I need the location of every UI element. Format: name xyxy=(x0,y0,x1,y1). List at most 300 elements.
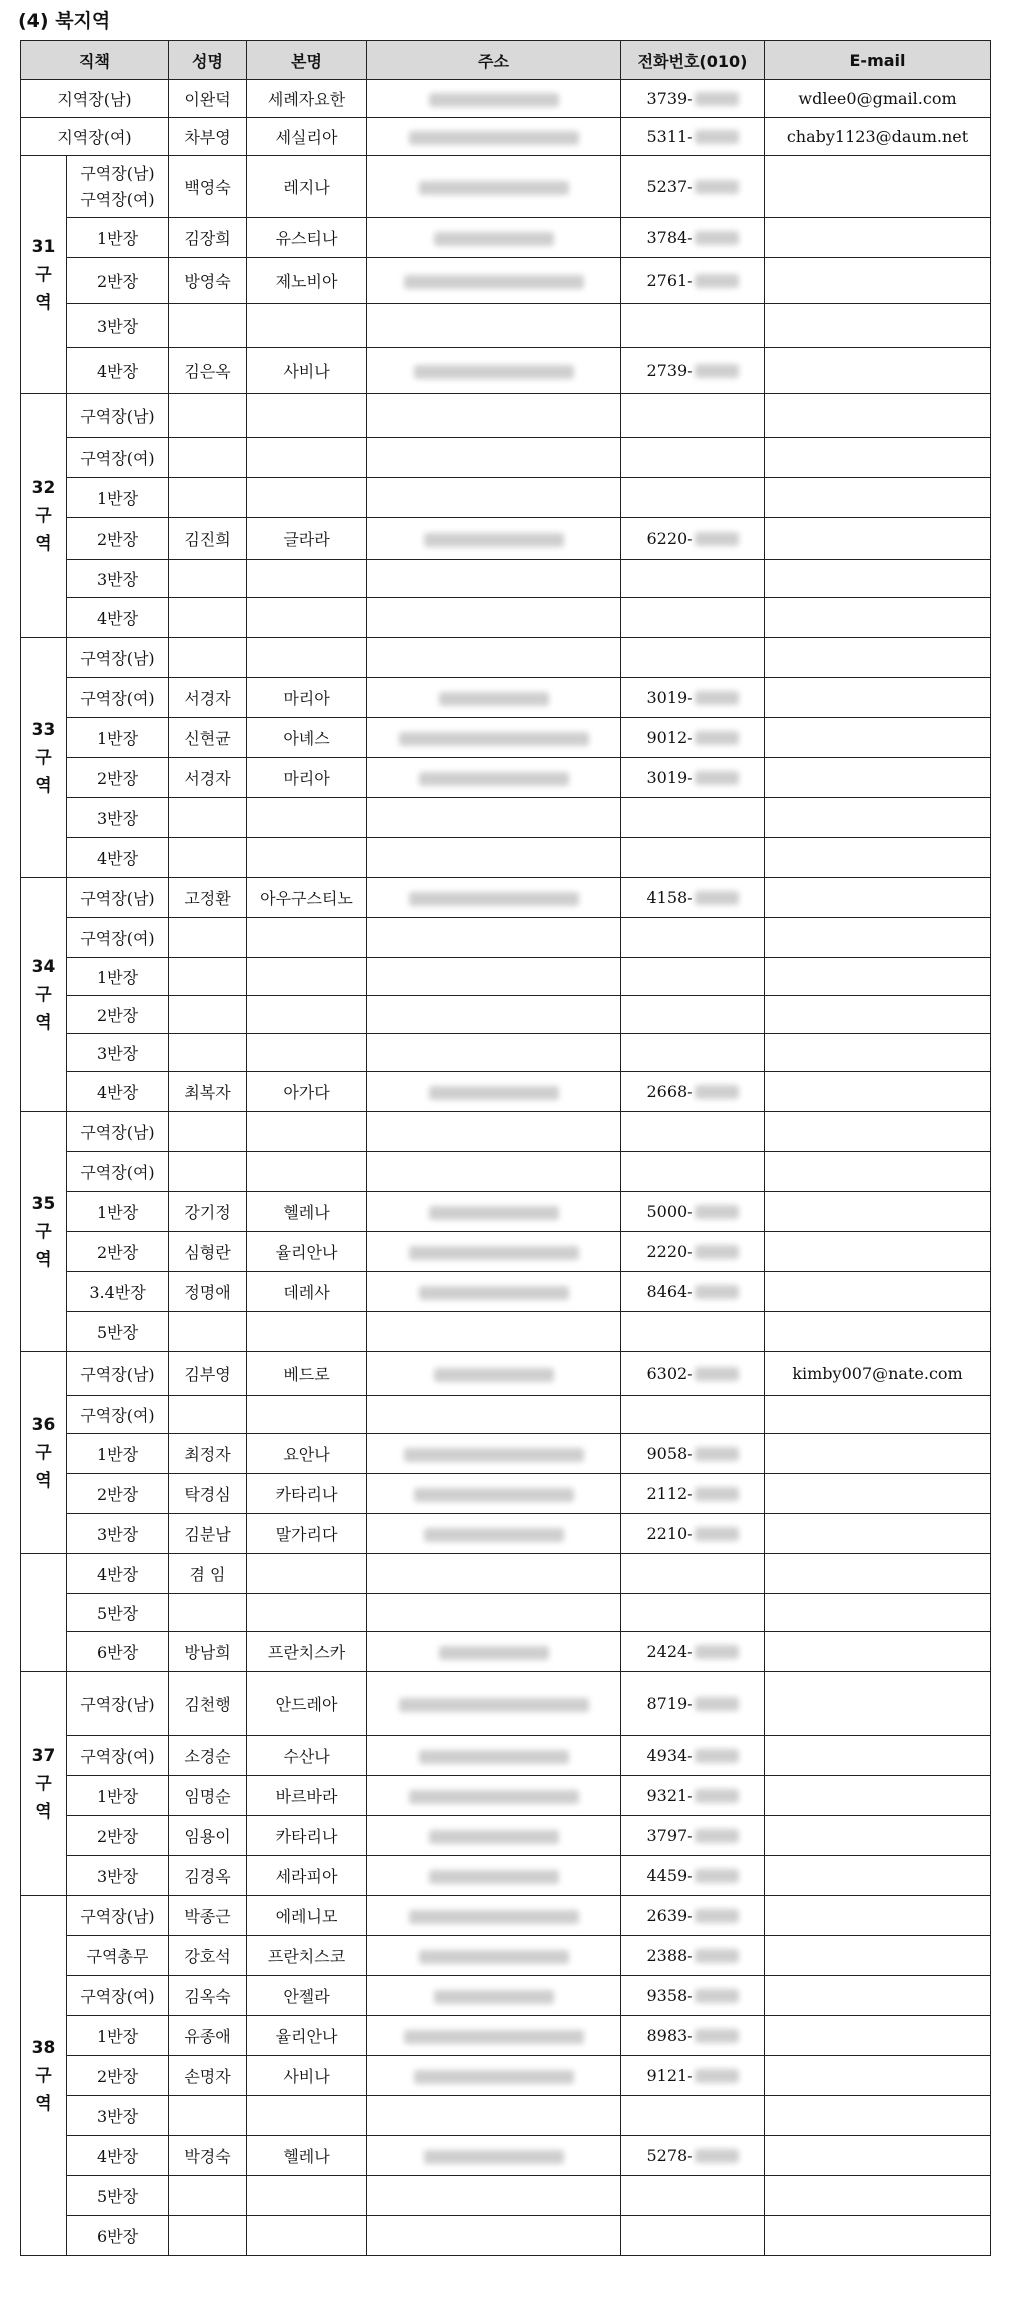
baptismal-name-cell: 요안나 xyxy=(247,1434,367,1474)
address-cell xyxy=(367,2176,621,2216)
baptismal-name-cell: 프란치스카 xyxy=(247,1632,367,1672)
redacted-address xyxy=(414,2070,574,2084)
phone-number xyxy=(621,127,764,146)
address-cell xyxy=(367,1352,621,1396)
name-cell xyxy=(169,1312,247,1352)
email-cell xyxy=(765,1312,991,1352)
table-row xyxy=(21,156,991,218)
table-row xyxy=(21,1672,991,1736)
phone-cell xyxy=(621,758,765,798)
email-cell xyxy=(765,1976,991,2016)
baptismal-name-cell xyxy=(247,1594,367,1632)
address-cell xyxy=(367,1976,621,2016)
baptismal-name-cell xyxy=(247,996,367,1034)
name-cell xyxy=(169,918,247,958)
address-cell xyxy=(367,1072,621,1112)
table-row xyxy=(21,918,991,958)
table-row xyxy=(21,394,991,438)
role-cell: 1반장 xyxy=(67,478,169,518)
name-cell xyxy=(169,560,247,598)
address-cell xyxy=(367,1554,621,1594)
name-cell: 강호석 xyxy=(169,1936,247,1976)
table-row xyxy=(21,1776,991,1816)
phone-number xyxy=(621,2146,764,2165)
role-cell: 구역장(남) xyxy=(67,1896,169,1936)
phone-prefix: 2761- xyxy=(646,271,693,290)
table-row xyxy=(21,1976,991,2016)
phone-number xyxy=(621,1444,764,1463)
role-cell: 1반장 xyxy=(67,958,169,996)
email-cell xyxy=(765,2096,991,2136)
phone-prefix: 2220- xyxy=(646,1242,693,1261)
email-cell xyxy=(765,958,991,996)
phone-cell xyxy=(621,1072,765,1112)
email-cell: wdlee0@gmail.com xyxy=(765,80,991,118)
phone-number xyxy=(621,768,764,787)
phone-cell xyxy=(621,518,765,560)
email-cell xyxy=(765,1554,991,1594)
phone-prefix: 8719- xyxy=(646,1694,693,1713)
name-cell: 최정자 xyxy=(169,1434,247,1474)
phone-prefix: 6302- xyxy=(646,1364,693,1383)
name-cell: 서경자 xyxy=(169,758,247,798)
redacted-phone-suffix xyxy=(695,1645,739,1659)
phone-number xyxy=(621,1202,764,1221)
name-cell: 고정환 xyxy=(169,878,247,918)
table-row xyxy=(21,1232,991,1272)
email-cell xyxy=(765,1034,991,1072)
phone-number xyxy=(621,1282,764,1301)
phone-prefix: 2668- xyxy=(646,1082,693,1101)
phone-cell xyxy=(621,996,765,1034)
name-cell xyxy=(169,838,247,878)
redacted-address xyxy=(429,1870,559,1884)
email-cell xyxy=(765,1396,991,1434)
email-cell xyxy=(765,156,991,218)
district-label: 35 구 역 xyxy=(21,1112,67,1352)
phone-number xyxy=(621,361,764,380)
role-cell: 구역장(여) xyxy=(67,1152,169,1192)
phone-cell xyxy=(621,1272,765,1312)
table-row xyxy=(21,1072,991,1112)
baptismal-name-cell: 사비나 xyxy=(247,348,367,394)
name-cell: 최복자 xyxy=(169,1072,247,1112)
email-cell xyxy=(765,758,991,798)
redacted-address xyxy=(409,1910,579,1924)
name-cell: 방남희 xyxy=(169,1632,247,1672)
name-cell: 정명애 xyxy=(169,1272,247,1312)
table-row xyxy=(21,678,991,718)
address-cell xyxy=(367,2136,621,2176)
table-row xyxy=(21,758,991,798)
district-label: 36 구 역 xyxy=(21,1352,67,1554)
redacted-address xyxy=(404,275,584,289)
baptismal-name-cell: 헬레나 xyxy=(247,1192,367,1232)
address-cell xyxy=(367,1474,621,1514)
table-row xyxy=(21,518,991,560)
email-cell xyxy=(765,560,991,598)
role-cell: 3.4반장 xyxy=(67,1272,169,1312)
role-cell: 2반장 xyxy=(67,518,169,560)
name-cell: 김천행 xyxy=(169,1672,247,1736)
baptismal-name-cell xyxy=(247,438,367,478)
baptismal-name-cell: 카타리나 xyxy=(247,1816,367,1856)
redacted-address xyxy=(399,1698,589,1712)
address-cell xyxy=(367,1632,621,1672)
baptismal-name-cell: 세례자요한 xyxy=(247,80,367,118)
baptismal-name-cell: 레지나 xyxy=(247,156,367,218)
email-cell xyxy=(765,2136,991,2176)
role-cell: 3반장 xyxy=(67,304,169,348)
baptismal-name-cell: 율리안나 xyxy=(247,2016,367,2056)
phone-cell xyxy=(621,394,765,438)
table-row xyxy=(21,878,991,918)
name-cell: 백영숙 xyxy=(169,156,247,218)
table-row xyxy=(21,798,991,838)
table-row xyxy=(21,438,991,478)
district-label: 31 구 역 xyxy=(21,156,67,394)
address-cell xyxy=(367,1936,621,1976)
phone-cell xyxy=(621,798,765,838)
email-cell xyxy=(765,2056,991,2096)
phone-cell xyxy=(621,638,765,678)
redacted-address xyxy=(409,1246,579,1260)
table-row xyxy=(21,118,991,156)
phone-cell xyxy=(621,2096,765,2136)
phone-prefix: 3784- xyxy=(646,228,693,247)
baptismal-name-cell xyxy=(247,638,367,678)
role-cell: 구역장(여) xyxy=(67,438,169,478)
name-cell xyxy=(169,394,247,438)
district-label: 34 구 역 xyxy=(21,878,67,1112)
baptismal-name-cell xyxy=(247,958,367,996)
name-cell xyxy=(169,996,247,1034)
phone-cell xyxy=(621,1434,765,1474)
table-row xyxy=(21,1192,991,1232)
baptismal-name-cell xyxy=(247,1152,367,1192)
email-cell xyxy=(765,918,991,958)
phone-cell xyxy=(621,80,765,118)
role-cell: 4반장 xyxy=(67,1554,169,1594)
redacted-phone-suffix xyxy=(695,1989,739,2003)
phone-prefix: 2388- xyxy=(646,1946,693,1965)
role-cell: 구역장(남) 구역장(여) xyxy=(67,156,169,218)
role-cell: 4반장 xyxy=(67,2136,169,2176)
email-cell xyxy=(765,1192,991,1232)
name-cell: 방영숙 xyxy=(169,258,247,304)
role-cell: 구역장(여) xyxy=(67,678,169,718)
email-cell xyxy=(765,1232,991,1272)
role-cell: 5반장 xyxy=(67,1312,169,1352)
phone-number xyxy=(621,2066,764,2085)
redacted-address xyxy=(429,1206,559,1220)
address-cell xyxy=(367,1312,621,1352)
address-cell xyxy=(367,958,621,996)
baptismal-name-cell xyxy=(247,2176,367,2216)
table-row xyxy=(21,2096,991,2136)
address-cell xyxy=(367,1434,621,1474)
phone-number xyxy=(621,89,764,108)
redacted-address xyxy=(419,181,569,195)
role-cell: 구역장(남) xyxy=(67,1672,169,1736)
table-row xyxy=(21,1594,991,1632)
baptismal-name-cell xyxy=(247,1034,367,1072)
role-cell: 5반장 xyxy=(67,2176,169,2216)
role-cell: 구역장(여) xyxy=(67,1976,169,2016)
phone-prefix: 5278- xyxy=(646,2146,693,2165)
role-cell: 지역장(남) xyxy=(21,80,169,118)
baptismal-name-cell: 프란치스코 xyxy=(247,1936,367,1976)
redacted-address xyxy=(439,1646,549,1660)
phone-prefix: 4459- xyxy=(646,1866,693,1885)
redacted-phone-suffix xyxy=(695,1487,739,1501)
role-cell: 구역장(남) xyxy=(67,1352,169,1396)
email-cell xyxy=(765,1672,991,1736)
phone-number xyxy=(621,1786,764,1805)
address-cell xyxy=(367,1272,621,1312)
address-cell xyxy=(367,2216,621,2256)
address-cell xyxy=(367,438,621,478)
table-row xyxy=(21,560,991,598)
address-cell xyxy=(367,348,621,394)
baptismal-name-cell: 말가리다 xyxy=(247,1514,367,1554)
table-row xyxy=(21,258,991,304)
role-cell: 2반장 xyxy=(67,996,169,1034)
baptismal-name-cell: 유스티나 xyxy=(247,218,367,258)
role-cell: 3반장 xyxy=(67,1034,169,1072)
col-header-baptismal: 본명 xyxy=(247,41,367,80)
table-row xyxy=(21,1434,991,1474)
email-cell xyxy=(765,1594,991,1632)
email-cell xyxy=(765,2176,991,2216)
redacted-address xyxy=(434,1368,554,1382)
email-cell xyxy=(765,1072,991,1112)
directory-table xyxy=(20,40,991,2256)
name-cell: 박종근 xyxy=(169,1896,247,1936)
redacted-phone-suffix xyxy=(695,231,739,245)
redacted-phone-suffix xyxy=(695,1789,739,1803)
redacted-phone-suffix xyxy=(695,1749,739,1763)
address-cell xyxy=(367,598,621,638)
baptismal-name-cell: 카타리나 xyxy=(247,1474,367,1514)
role-cell: 2반장 xyxy=(67,1474,169,1514)
phone-cell xyxy=(621,1352,765,1396)
table-row xyxy=(21,1352,991,1396)
redacted-phone-suffix xyxy=(695,1085,739,1099)
role-cell: 4반장 xyxy=(67,598,169,638)
redacted-address xyxy=(419,772,569,786)
phone-number xyxy=(621,1946,764,1965)
email-cell: chaby1123@daum.net xyxy=(765,118,991,156)
redacted-phone-suffix xyxy=(695,1869,739,1883)
phone-cell xyxy=(621,958,765,996)
baptismal-name-cell: 제노비아 xyxy=(247,258,367,304)
role-cell: 구역장(남) xyxy=(67,394,169,438)
section-heading: (4) 북지역 xyxy=(18,10,111,32)
baptismal-name-cell xyxy=(247,2216,367,2256)
name-cell xyxy=(169,2176,247,2216)
phone-cell xyxy=(621,1672,765,1736)
phone-prefix: 4158- xyxy=(646,888,693,907)
address-cell xyxy=(367,1034,621,1072)
email-cell xyxy=(765,304,991,348)
phone-cell xyxy=(621,1554,765,1594)
phone-number xyxy=(621,1484,764,1503)
redacted-phone-suffix xyxy=(695,364,739,378)
phone-number xyxy=(621,228,764,247)
email-cell xyxy=(765,678,991,718)
email-cell xyxy=(765,1936,991,1976)
phone-number xyxy=(621,177,764,196)
phone-prefix: 3739- xyxy=(646,89,693,108)
address-cell xyxy=(367,80,621,118)
name-cell xyxy=(169,1152,247,1192)
table-row xyxy=(21,2216,991,2256)
redacted-address xyxy=(424,533,564,547)
phone-cell xyxy=(621,678,765,718)
redacted-address xyxy=(429,93,559,107)
redacted-address xyxy=(409,131,579,145)
phone-prefix: 3019- xyxy=(646,768,693,787)
name-cell: 박경숙 xyxy=(169,2136,247,2176)
name-cell xyxy=(169,478,247,518)
phone-prefix: 2639- xyxy=(646,1906,693,1925)
redacted-phone-suffix xyxy=(695,1285,739,1299)
address-cell xyxy=(367,478,621,518)
address-cell xyxy=(367,1396,621,1434)
redacted-address xyxy=(404,2030,584,2044)
baptismal-name-cell xyxy=(247,1396,367,1434)
phone-cell xyxy=(621,1232,765,1272)
redacted-address xyxy=(419,1950,569,1964)
address-cell xyxy=(367,1152,621,1192)
redacted-phone-suffix xyxy=(695,1949,739,1963)
email-cell xyxy=(765,638,991,678)
table-row xyxy=(21,996,991,1034)
table-row xyxy=(21,958,991,996)
phone-prefix: 3797- xyxy=(646,1826,693,1845)
table-row xyxy=(21,1272,991,1312)
phone-cell xyxy=(621,1112,765,1152)
redacted-address xyxy=(404,1448,584,1462)
baptismal-name-cell: 수산나 xyxy=(247,1736,367,1776)
phone-cell xyxy=(621,560,765,598)
table-row xyxy=(21,1896,991,1936)
baptismal-name-cell: 세실리아 xyxy=(247,118,367,156)
name-cell xyxy=(169,598,247,638)
email-cell xyxy=(765,718,991,758)
baptismal-name-cell: 마리아 xyxy=(247,678,367,718)
phone-cell xyxy=(621,2016,765,2056)
col-header-phone: 전화번호(010) xyxy=(621,41,765,80)
role-cell: 3반장 xyxy=(67,798,169,838)
name-cell: 김은옥 xyxy=(169,348,247,394)
role-cell: 1반장 xyxy=(67,1192,169,1232)
baptismal-name-cell: 안젤라 xyxy=(247,1976,367,2016)
role-cell: 2반장 xyxy=(67,758,169,798)
address-cell xyxy=(367,878,621,918)
table-row xyxy=(21,598,991,638)
redacted-address xyxy=(434,1990,554,2004)
phone-cell xyxy=(621,1152,765,1192)
col-header-address: 주소 xyxy=(367,41,621,80)
phone-cell xyxy=(621,878,765,918)
email-cell xyxy=(765,1856,991,1896)
phone-cell xyxy=(621,258,765,304)
email-cell xyxy=(765,1152,991,1192)
email-cell xyxy=(765,2216,991,2256)
phone-number xyxy=(621,1826,764,1845)
table-row xyxy=(21,1112,991,1152)
role-cell: 구역장(남) xyxy=(67,878,169,918)
phone-cell xyxy=(621,918,765,958)
phone-prefix: 9358- xyxy=(646,1986,693,2005)
table-row xyxy=(21,1396,991,1434)
phone-cell xyxy=(621,1312,765,1352)
email-cell xyxy=(765,438,991,478)
name-cell: 김옥숙 xyxy=(169,1976,247,2016)
address-cell xyxy=(367,678,621,718)
phone-prefix: 5237- xyxy=(646,177,693,196)
redacted-phone-suffix xyxy=(695,1205,739,1219)
table-row xyxy=(21,1312,991,1352)
email-cell xyxy=(765,1632,991,1672)
role-cell: 4반장 xyxy=(67,838,169,878)
phone-cell xyxy=(621,118,765,156)
name-cell xyxy=(169,958,247,996)
col-header-email: E-mail xyxy=(765,41,991,80)
name-cell xyxy=(169,798,247,838)
phone-cell xyxy=(621,1192,765,1232)
address-cell xyxy=(367,2056,621,2096)
baptismal-name-cell: 데레사 xyxy=(247,1272,367,1312)
phone-cell xyxy=(621,1936,765,1976)
email-cell xyxy=(765,838,991,878)
email-cell xyxy=(765,878,991,918)
phone-number xyxy=(621,1866,764,1885)
table-row xyxy=(21,80,991,118)
address-cell xyxy=(367,156,621,218)
name-cell: 탁경심 xyxy=(169,1474,247,1514)
name-cell xyxy=(169,638,247,678)
name-cell xyxy=(169,438,247,478)
name-cell: 서경자 xyxy=(169,678,247,718)
table-row xyxy=(21,1034,991,1072)
name-cell: 손명자 xyxy=(169,2056,247,2096)
phone-number xyxy=(621,1642,764,1661)
address-cell xyxy=(367,758,621,798)
email-cell xyxy=(765,348,991,394)
address-cell xyxy=(367,218,621,258)
phone-cell xyxy=(621,2216,765,2256)
email-cell xyxy=(765,518,991,560)
baptismal-name-cell: 마리아 xyxy=(247,758,367,798)
address-cell xyxy=(367,518,621,560)
email-cell xyxy=(765,478,991,518)
name-cell xyxy=(169,1034,247,1072)
role-cell: 구역장(여) xyxy=(67,1736,169,1776)
redacted-phone-suffix xyxy=(695,2029,739,2043)
role-cell: 6반장 xyxy=(67,1632,169,1672)
phone-prefix: 3019- xyxy=(646,688,693,707)
redacted-phone-suffix xyxy=(695,130,739,144)
name-cell: 유종애 xyxy=(169,2016,247,2056)
redacted-phone-suffix xyxy=(695,1829,739,1843)
redacted-phone-suffix xyxy=(695,1527,739,1541)
email-cell xyxy=(765,598,991,638)
phone-cell xyxy=(621,218,765,258)
redacted-phone-suffix xyxy=(695,771,739,785)
